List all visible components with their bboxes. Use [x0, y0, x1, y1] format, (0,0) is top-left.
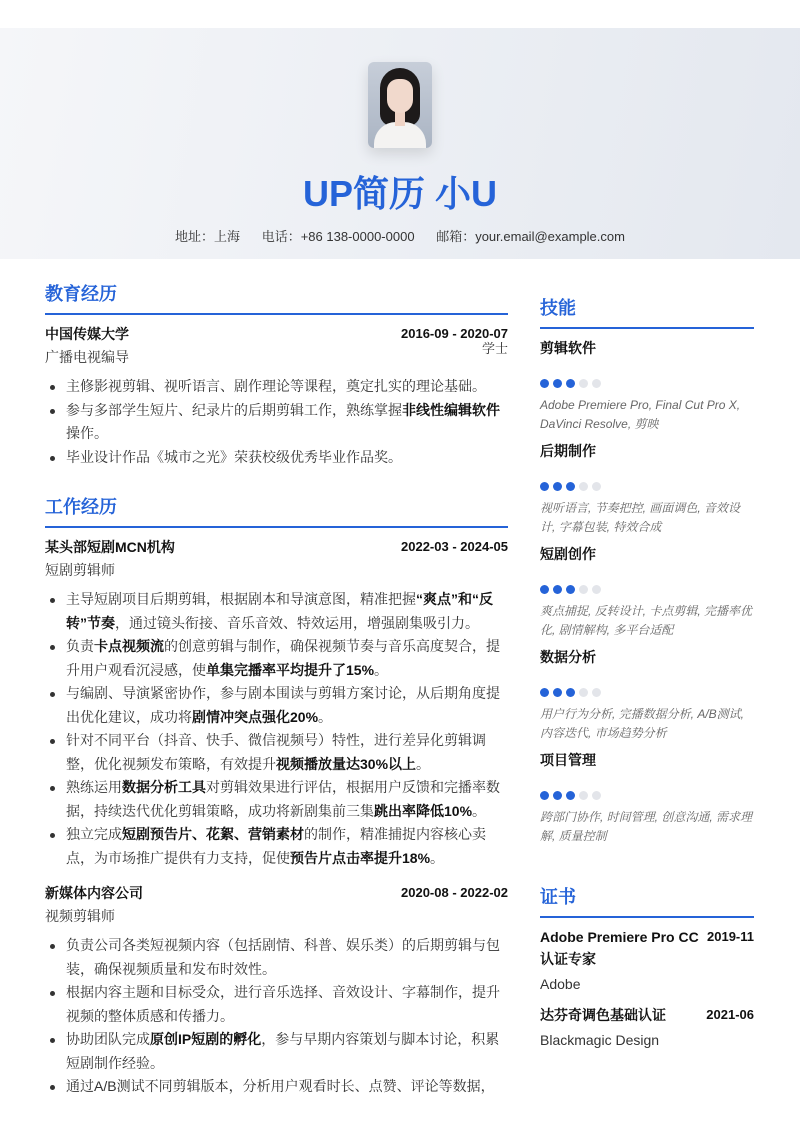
skill-description: 爽点捕捉, 反转设计, 卡点剪辑, 完播率优化, 剧情解构, 多平台适配	[540, 604, 753, 637]
skill-description: 用户行为分析, 完播数据分析, A/B测试, 内容迭代, 市场趋势分析	[540, 707, 745, 740]
text: 毕业设计作品《城市之光》荣获校级优秀毕业作品奖。	[66, 448, 402, 465]
skill-level-rating	[540, 791, 754, 800]
rating-dot	[566, 482, 575, 491]
contact-address	[175, 229, 240, 244]
skill-name: 剪辑软件	[540, 340, 596, 356]
bullet-list	[45, 375, 508, 469]
list-item	[45, 823, 508, 870]
text: 独立完成	[66, 826, 122, 842]
rating-dot	[553, 379, 562, 388]
bold-text: 短剧预告片、花絮、营销素材	[122, 826, 304, 842]
degree: 学士	[481, 341, 508, 356]
candidate-name: UP简历 小U	[302, 173, 497, 214]
bold-text: 非线性编辑软件	[402, 401, 500, 418]
skill-item	[540, 337, 754, 433]
rating-dot	[592, 585, 601, 594]
text: 熟练运用	[66, 779, 122, 795]
job-role: 视频剪辑师	[45, 908, 115, 924]
bold-text: 原创IP短剧的孵化	[150, 1031, 262, 1047]
rating-dot	[553, 688, 562, 697]
rating-dot	[553, 791, 562, 800]
certificate-row	[540, 1004, 754, 1026]
rating-dot	[566, 791, 575, 800]
contact-info	[0, 226, 800, 245]
school-name: 中国传媒大学	[45, 326, 129, 342]
bold-text: 剧情冲突点强化20%	[192, 708, 319, 725]
skill-item	[540, 749, 754, 845]
text: 操作。	[66, 425, 108, 441]
rating-dot	[566, 379, 575, 388]
bold-text: 视频播放量达30%以上	[276, 755, 417, 772]
section-title: 技能	[540, 296, 754, 329]
text: 协助团队完成	[66, 1031, 150, 1047]
contact-phone	[262, 229, 415, 244]
skill-description: 视听语言, 节奏把控, 画面调色, 音效设计, 字幕包装, 特效合成	[540, 501, 741, 534]
education-date: 2016-09 - 2020-07	[401, 326, 508, 341]
skill-level-rating	[540, 482, 754, 491]
list-item	[45, 635, 508, 682]
skill-level-rating	[540, 585, 754, 594]
text: ，参与早期内容策划与脚本讨论，积累短剧制作经验。	[66, 1031, 500, 1071]
skill-level-rating	[540, 379, 754, 388]
bold-text: 跳出率降低10%	[374, 802, 473, 819]
certificate-item	[540, 926, 754, 996]
certificate-row	[540, 926, 754, 970]
skill-item	[540, 646, 754, 742]
skill-item	[540, 543, 754, 639]
rating-dot	[540, 379, 549, 388]
rating-dot	[579, 482, 588, 491]
text: 。	[374, 661, 389, 678]
major: 广播电视编导	[45, 349, 129, 365]
rating-dot	[579, 791, 588, 800]
list-item	[45, 1028, 508, 1075]
rating-dot	[579, 688, 588, 697]
text: 。	[430, 849, 445, 866]
work-section	[45, 495, 508, 1099]
certificate-issuer: Adobe	[540, 976, 581, 992]
rating-dot	[592, 791, 601, 800]
list-item	[45, 776, 508, 823]
text: 对剪辑效果进行评估，根据用户反馈和完播率数据，持续迭代优化剪辑策略，成功将新剧集前三集	[66, 779, 500, 819]
list-item	[45, 446, 508, 470]
text: 的制作，精准捕捉内容核心卖点，为市场推广提供有力支持，促使	[66, 826, 486, 866]
certificate-item	[540, 1004, 754, 1052]
rating-dot	[579, 585, 588, 594]
company-name: 新媒体内容公司	[45, 885, 143, 901]
list-item	[45, 588, 508, 635]
section-title: 证书	[540, 885, 754, 918]
certificate-issuer: Blackmagic Design	[540, 1032, 660, 1048]
text: 主修影视剪辑、视听语言、剧作理论等课程，奠定扎实的理论基础。	[66, 378, 486, 394]
side-column	[540, 296, 754, 1060]
rating-dot	[592, 482, 601, 491]
text: 与编剧、导演紧密协作，参与剧本围读与剪辑方案讨论，从后期角度提出优化建议，成功将	[66, 685, 500, 725]
rating-dot	[579, 379, 588, 388]
bold-text: 预告片点击率提升18%	[290, 849, 431, 866]
rating-dot	[592, 688, 601, 697]
list-item	[45, 981, 508, 1028]
bullet-list	[45, 588, 508, 870]
bold-text: 数据分析工具	[122, 779, 206, 795]
list-item	[45, 375, 508, 399]
text: 针对不同平台（抖音、快手、微信视频号）特性，进行差异化剪辑调整，优化视频发布策略，有效提升	[66, 732, 486, 772]
certificate-name: 达芬奇调色基础认证	[540, 1007, 666, 1023]
resume-header	[0, 28, 800, 259]
text: 。	[416, 755, 431, 772]
text: 的创意剪辑与制作，确保视频节奏与音乐高度契合，提升用户观看沉浸感，使	[66, 638, 500, 678]
job-date: 2022-03 - 2024-05	[401, 539, 508, 554]
list-item	[45, 934, 508, 981]
contact-email	[436, 229, 625, 244]
skill-description: Adobe Premiere Pro, Final Cut Pro X, DaVinci Resolve, 剪映	[540, 398, 741, 431]
rating-dot	[566, 585, 575, 594]
bold-text: 卡点视频流	[94, 638, 164, 654]
main-column	[45, 282, 508, 1111]
rating-dot	[540, 482, 549, 491]
list-item	[45, 399, 508, 446]
text: 负责	[66, 638, 94, 654]
job-role: 短剧剪辑师	[45, 562, 115, 578]
text: 根据内容主题和目标受众，进行音乐选择、音效设计、字幕制作，提升视频的整体质感和传播力。	[66, 984, 500, 1024]
text: 参与多部学生短片、纪录片的后期剪辑工作，熟练掌握	[66, 401, 402, 418]
skill-level-rating	[540, 688, 754, 697]
job-entry	[45, 882, 508, 1099]
text: 负责公司各类短视频内容（包括剧情、科普、娱乐类）的后期剪辑与包装，确保视频质量和发布时效性。	[66, 937, 500, 977]
profile-photo	[368, 62, 432, 148]
rating-dot	[592, 379, 601, 388]
address-label: 地址：	[175, 229, 215, 244]
job-entry	[45, 536, 508, 870]
skill-name: 项目管理	[540, 752, 596, 768]
list-item	[45, 729, 508, 776]
list-item	[45, 1075, 508, 1099]
rating-dot	[540, 585, 549, 594]
education-section	[45, 282, 508, 469]
skill-description: 跨部门协作, 时间管理, 创意沟通, 需求理解, 质量控制	[540, 810, 753, 843]
list-item	[45, 682, 508, 729]
company-name: 某头部短剧MCN机构	[45, 539, 175, 555]
certificate-date: 2019-11	[707, 929, 754, 944]
bullet-list	[45, 934, 508, 1099]
text: 。	[472, 802, 487, 819]
bold-text: 单集完播率平均提升了15%	[206, 661, 375, 678]
rating-dot	[566, 688, 575, 697]
email-value: your.email@example.com	[475, 229, 625, 244]
phone-value: +86 138-0000-0000	[300, 229, 415, 244]
rating-dot	[553, 585, 562, 594]
rating-dot	[553, 482, 562, 491]
rating-dot	[540, 791, 549, 800]
bold-text: “爽点”和“反转”节奏	[66, 591, 493, 631]
certificate-date: 2021-06	[706, 1007, 754, 1022]
text: ，通过镜头衔接、音乐音效、特效运用，增强剧集吸引力。	[115, 614, 479, 631]
job-date: 2020-08 - 2022-02	[401, 885, 508, 900]
text: 通过A/B测试不同剪辑版本，分析用户观看时长、点赞、评论等数据，	[66, 1078, 495, 1094]
email-label: 邮箱：	[436, 229, 476, 244]
certificates-section	[540, 885, 754, 1052]
address-value: 上海	[214, 229, 241, 244]
section-title: 教育经历	[45, 282, 508, 315]
text: 。	[318, 708, 333, 725]
skill-name: 后期制作	[540, 443, 596, 459]
skill-item	[540, 440, 754, 536]
rating-dot	[540, 688, 549, 697]
skill-name: 短剧创作	[540, 546, 596, 562]
text: 主导短剧项目后期剪辑，根据剧本和导演意图，精准把握	[66, 591, 416, 607]
skills-section	[540, 296, 754, 845]
certificate-name: Adobe Premiere Pro CC 认证专家	[540, 929, 699, 967]
skill-name: 数据分析	[540, 649, 596, 665]
phone-label: 电话：	[261, 229, 301, 244]
section-title: 工作经历	[45, 495, 508, 528]
